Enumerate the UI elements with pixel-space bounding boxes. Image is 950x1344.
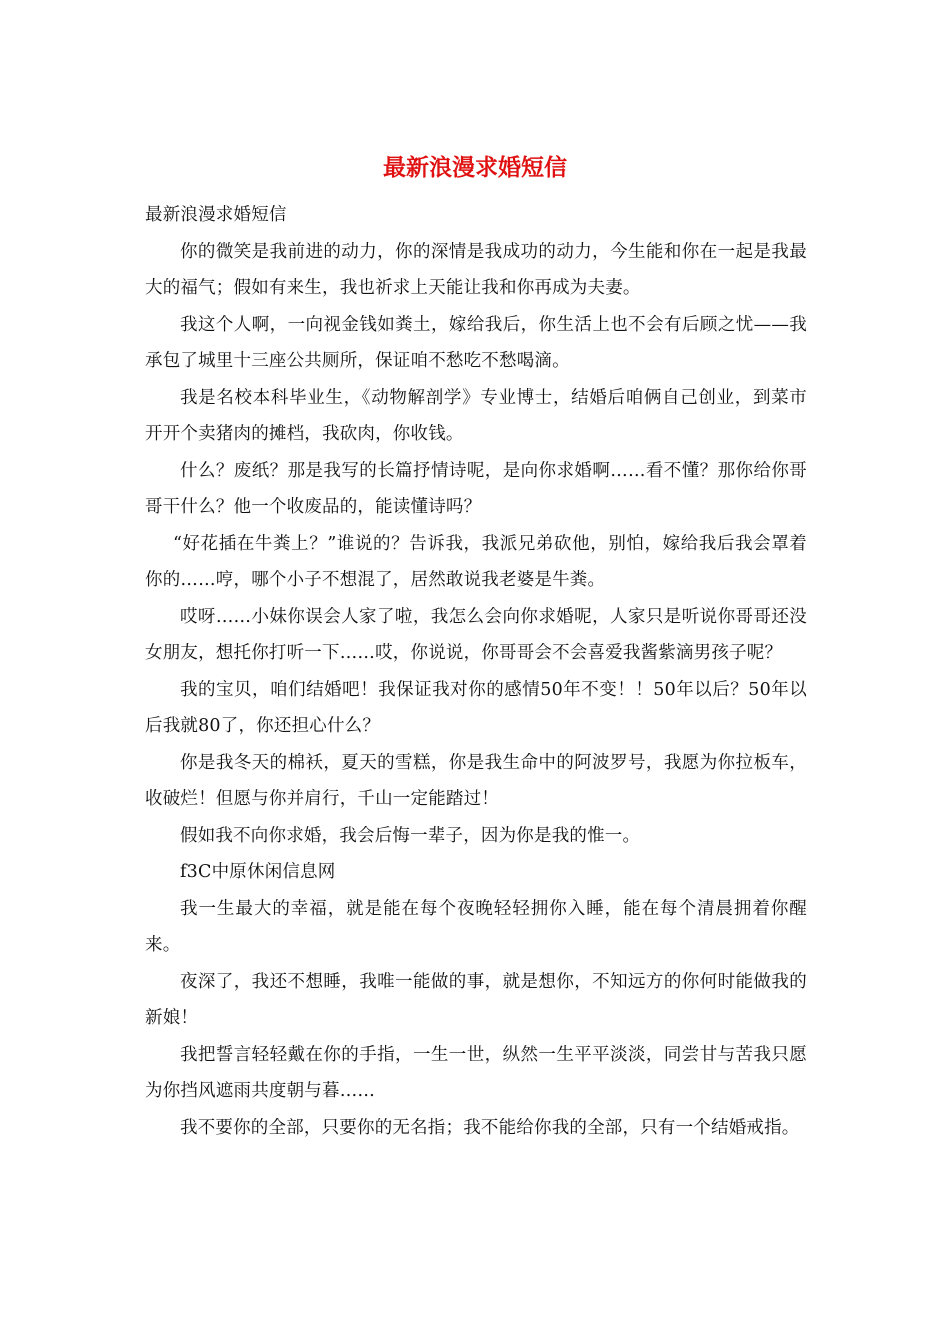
paragraph-12: 我把誓言轻轻戴在你的手指，一生一世，纵然一生平平淡淡，同尝甘与苦我只愿为你挡风遮雨共度朝与暮……	[145, 1044, 807, 1101]
paragraph-5: “好花插在牛粪上？”谁说的？告诉我，我派兄弟砍他，别怕，嫁给我后我会罩着你的……哼，哪个小子不想混了，居然敢说我老婆是牛粪。	[145, 533, 807, 590]
paragraph-2: 我这个人啊，一向视金钱如粪土，嫁给我后，你生活上也不会有后顾之忧——我承包了城里十三座公共厕所，保证咱不愁吃不愁喝滴。	[145, 314, 807, 371]
source-note: f3C中原休闲信息网	[180, 862, 336, 882]
paragraph-10: 我一生最大的幸福，就是能在每个夜晚轻轻拥你入睡，能在每个清晨拥着你醒来。	[145, 898, 807, 955]
paragraph-3: 我是名校本科毕业生，《动物解剖学》专业博士，结婚后咱俩自己创业，到菜市开开个卖猪肉的摊档，我砍肉，你收钱。	[145, 387, 807, 444]
paragraph-4: 什么？废纸？那是我写的长篇抒情诗呢，是向你求婚啊……看不懂？那你给你哥哥干什么？他一个收废品的，能读懂诗吗？	[145, 460, 807, 517]
paragraph-13: 我不要你的全部，只要你的无名指；我不能给你我的全部，只有一个结婚戒指。	[180, 1117, 800, 1138]
document-body	[145, 197, 807, 1146]
paragraph-1: 你的微笑是我前进的动力，你的深情是我成功的动力，今生能和你在一起是我最大的福气；假如有来生，我也祈求上天能让我和你再成为夫妻。	[145, 241, 807, 298]
paragraph-7: 我的宝贝，咱们结婚吧！我保证我对你的感情50年不变！！50年以后？50年以后我就80了，你还担心什么？	[145, 679, 807, 736]
paragraph-11: 夜深了，我还不想睡，我唯一能做的事，就是想你，不知远方的你何时能做我的新娘！	[145, 971, 807, 1028]
paragraph-8: 你是我冬天的棉袄，夏天的雪糕，你是我生命中的阿波罗号，我愿为你拉板车，收破烂！但愿与你并肩行，千山一定能踏过！	[145, 752, 807, 809]
paragraph-6: 哎呀……小妹你误会人家了啦，我怎么会向你求婚呢，人家只是听说你哥哥还没女朋友，想托你打听一下……哎，你说说，你哥哥会不会喜爱我酱紫滴男孩子呢？	[145, 606, 807, 663]
document-title: 最新浪漫求婚短信	[383, 154, 567, 181]
paragraph-9: 假如我不向你求婚，我会后悔一辈子，因为你是我的惟一。	[180, 825, 641, 846]
document-subtitle: 最新浪漫求婚短信	[145, 205, 287, 225]
